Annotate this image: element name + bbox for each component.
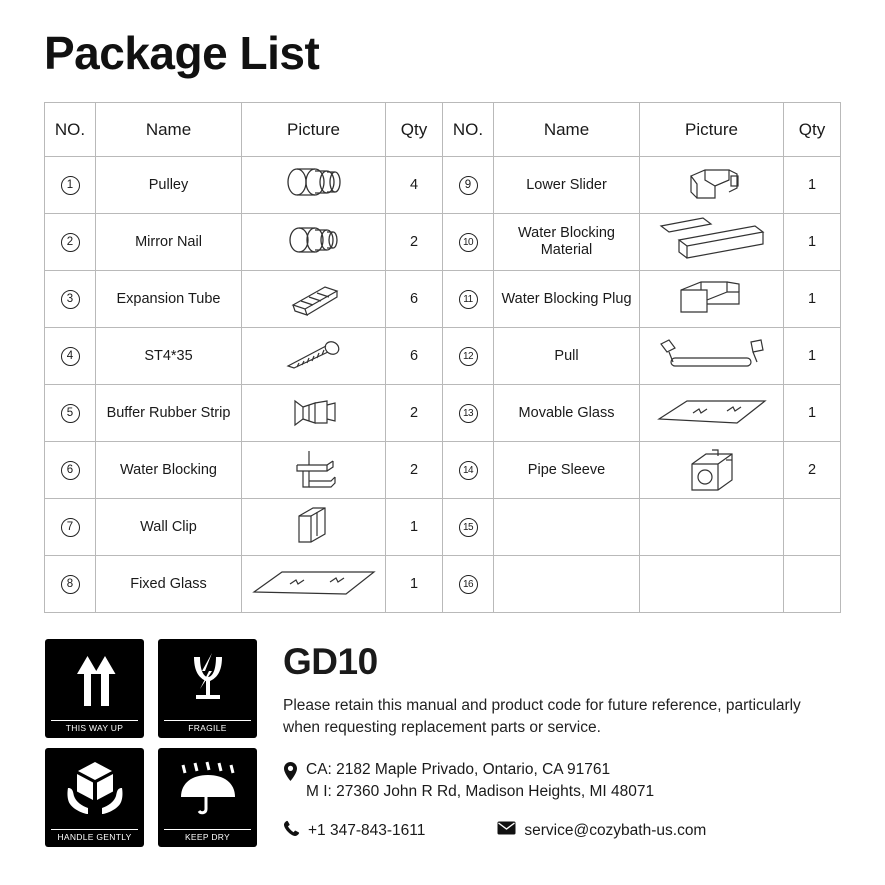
column-header-no-left: NO.: [45, 103, 96, 157]
badge-this-way-up: [45, 639, 144, 738]
item-picture: [640, 499, 784, 556]
pull-handle-icon: [642, 328, 781, 384]
table-row: [45, 499, 841, 556]
table-row: [45, 214, 841, 271]
address-line-2: M I: 27360 John R Rd, Madison Heights, MI 48071: [306, 783, 655, 801]
item-name: Water Blocking Plug: [494, 271, 640, 328]
envelope-icon: [497, 821, 516, 840]
table-row: [45, 328, 841, 385]
item-name: Movable Glass: [494, 385, 640, 442]
item-number: [45, 214, 96, 271]
number-badge: 3: [61, 290, 80, 309]
item-name: Mirror Nail: [96, 214, 242, 271]
badge-caption: FRAGILE: [164, 720, 251, 733]
item-number: [443, 556, 494, 613]
page-title: Package List: [44, 27, 320, 79]
item-picture: [242, 157, 386, 214]
phone-icon: [283, 820, 300, 842]
blocking-material-icon: [642, 214, 781, 270]
item-name: Lower Slider: [494, 157, 640, 214]
table-row: [45, 157, 841, 214]
movable-glass-icon: [642, 385, 781, 441]
email-group: [497, 821, 706, 840]
pulley-icon: [244, 157, 383, 213]
lower-slider-icon: [642, 157, 781, 213]
number-badge: 1: [61, 176, 80, 195]
item-picture: [242, 499, 386, 556]
item-number: [443, 385, 494, 442]
handle-gently-icon: [64, 755, 126, 821]
water-blocking-icon: [244, 442, 383, 498]
item-number: [443, 157, 494, 214]
item-name: [494, 499, 640, 556]
table-header-row: [45, 103, 841, 157]
column-header-no-right: NO.: [443, 103, 494, 157]
number-badge: 8: [61, 575, 80, 594]
item-picture: [242, 442, 386, 499]
item-name: Pulley: [96, 157, 242, 214]
item-qty: 1: [386, 499, 443, 556]
company-info: [283, 639, 841, 847]
phone-number[interactable]: +1 347-843-1611: [308, 821, 426, 839]
number-badge: 7: [61, 518, 80, 537]
item-name: Wall Clip: [96, 499, 242, 556]
blocking-plug-icon: [642, 271, 781, 327]
column-header-qty-right: Qty: [784, 103, 841, 157]
item-picture: [242, 214, 386, 271]
column-header-picture-left: Picture: [242, 103, 386, 157]
badge-caption: KEEP DRY: [164, 829, 251, 842]
column-header-name-left: Name: [96, 103, 242, 157]
item-number: [443, 442, 494, 499]
contact-block: [283, 820, 841, 842]
item-number: [45, 271, 96, 328]
keep-dry-icon: [173, 755, 243, 821]
item-name: Pull: [494, 328, 640, 385]
screw-icon: [244, 328, 383, 384]
item-qty: 1: [386, 556, 443, 613]
manual-note: Please retain this manual and product code for future reference, particularly when requesting replacement parts or service.: [283, 697, 801, 736]
item-name: ST4*35: [96, 328, 242, 385]
footer-section: [44, 639, 841, 847]
item-number: [45, 328, 96, 385]
item-picture: [242, 556, 386, 613]
number-badge: 16: [459, 575, 478, 594]
number-badge: 15: [459, 518, 478, 537]
item-name: Buffer Rubber Strip: [96, 385, 242, 442]
badge-fragile: [158, 639, 257, 738]
item-picture: [242, 328, 386, 385]
table-row: [45, 556, 841, 613]
item-qty: 4: [386, 157, 443, 214]
item-qty: [784, 499, 841, 556]
item-number: [45, 556, 96, 613]
number-badge: 12: [459, 347, 478, 366]
item-number: [45, 442, 96, 499]
item-picture: [640, 157, 784, 214]
item-qty: 6: [386, 328, 443, 385]
item-qty: 2: [386, 214, 443, 271]
item-picture: [640, 271, 784, 328]
badge-caption: THIS WAY UP: [51, 720, 138, 733]
item-number: [45, 499, 96, 556]
product-code: GD10: [283, 641, 378, 682]
item-picture: [640, 214, 784, 271]
number-badge: 5: [61, 404, 80, 423]
rubber-strip-icon: [244, 385, 383, 441]
item-name: Water Blocking Material: [494, 214, 640, 271]
item-name: Water Blocking: [96, 442, 242, 499]
number-badge: 2: [61, 233, 80, 252]
item-picture: [242, 271, 386, 328]
item-qty: 2: [386, 442, 443, 499]
item-name: Pipe Sleeve: [494, 442, 640, 499]
item-qty: 2: [386, 385, 443, 442]
item-number: [443, 214, 494, 271]
table-row: [45, 442, 841, 499]
item-picture: [640, 556, 784, 613]
address-line-1: CA: 2182 Maple Privado, Ontario, CA 91761: [306, 761, 611, 778]
item-qty: 1: [784, 271, 841, 328]
item-number: [45, 385, 96, 442]
number-badge: 6: [61, 461, 80, 480]
item-qty: 1: [784, 214, 841, 271]
column-header-qty-left: Qty: [386, 103, 443, 157]
item-qty: 1: [784, 385, 841, 442]
mirror-nail-icon: [244, 214, 383, 270]
address-lines: [306, 759, 654, 804]
item-picture: [242, 385, 386, 442]
shipping-badges: [45, 639, 257, 847]
number-badge: 4: [61, 347, 80, 366]
number-badge: 10: [459, 233, 478, 252]
expansion-tube-icon: [244, 271, 383, 327]
table-row: [45, 271, 841, 328]
item-number: [443, 499, 494, 556]
number-badge: 13: [459, 404, 478, 423]
email-address[interactable]: service@cozybath-us.com: [524, 821, 707, 839]
number-badge: 11: [459, 290, 478, 309]
item-picture: [640, 442, 784, 499]
fragile-icon: [182, 646, 234, 712]
package-list-table: [44, 102, 841, 613]
pipe-sleeve-icon: [642, 442, 781, 498]
column-header-name-right: Name: [494, 103, 640, 157]
address-block: [283, 759, 841, 804]
item-number: [45, 157, 96, 214]
badge-handle-gently: [45, 748, 144, 847]
number-badge: 14: [459, 461, 478, 480]
badge-caption: HANDLE GENTLY: [51, 829, 138, 842]
empty-picture: [642, 499, 781, 555]
number-badge: 9: [459, 176, 478, 195]
fixed-glass-icon: [244, 556, 383, 612]
item-qty: 2: [784, 442, 841, 499]
item-picture: [640, 328, 784, 385]
badge-keep-dry: [158, 748, 257, 847]
empty-picture: [642, 556, 781, 612]
item-qty: [784, 556, 841, 613]
item-picture: [640, 385, 784, 442]
item-number: [443, 328, 494, 385]
item-name: Fixed Glass: [96, 556, 242, 613]
item-qty: 1: [784, 157, 841, 214]
item-qty: 1: [784, 328, 841, 385]
item-number: [443, 271, 494, 328]
location-pin-icon: [283, 759, 298, 786]
item-qty: 6: [386, 271, 443, 328]
item-name: Expansion Tube: [96, 271, 242, 328]
this-way-up-icon: [67, 646, 123, 712]
item-name: [494, 556, 640, 613]
table-row: [45, 385, 841, 442]
wall-clip-icon: [244, 499, 383, 555]
column-header-picture-right: Picture: [640, 103, 784, 157]
